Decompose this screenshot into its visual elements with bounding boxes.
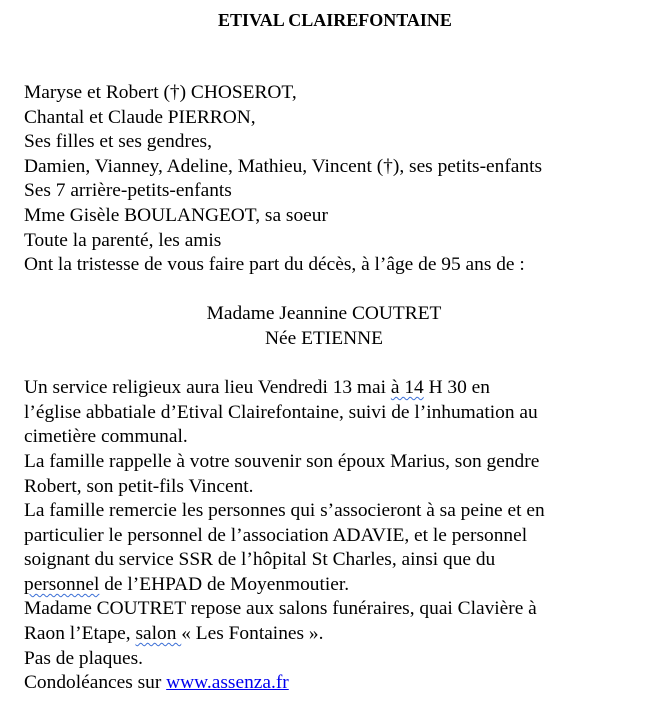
body-line: La famille rappelle à votre souvenir son époux Marius, son gendre — [24, 450, 540, 472]
condolences-link[interactable]: www.assenza.fr — [166, 672, 289, 694]
family-list — [24, 81, 664, 278]
body-line: particulier le personnel de l’association ADAVIE, et le personnel — [24, 524, 528, 546]
body-text: H 30 en — [423, 377, 490, 399]
obituary-document — [24, 8, 664, 696]
body-text: « Les Fontaines ». — [181, 623, 324, 645]
title-spacer — [24, 32, 664, 81]
body-line: Pas de plaques. — [24, 647, 144, 669]
body-line — [24, 622, 664, 647]
deceased-block — [24, 302, 664, 351]
body-line: La famille remercie les personnes qui s’associeront à sa peine et en — [24, 500, 545, 522]
body-line: Madame COUTRET repose aux salons funéraires, quai Clavière à — [24, 598, 537, 620]
spelling-flag-text: salon — [135, 623, 182, 645]
spelling-flag-text: à 14 — [390, 377, 424, 399]
announcement-line: Ont la tristesse de vous faire part du décès, à l’âge de 95 ans de : — [24, 254, 525, 276]
body-line — [24, 573, 664, 598]
blank-line — [24, 278, 664, 303]
service-details — [24, 376, 664, 696]
deceased-name: Madame Jeannine COUTRET — [206, 303, 442, 325]
family-line: Chantal et Claude PIERRON, — [24, 106, 256, 128]
document-title: ETIVAL CLAIREFONTAINE — [218, 10, 452, 30]
body-text: Condoléances sur — [24, 672, 167, 694]
spelling-flag-text: personnel — [24, 573, 100, 595]
body-line: soignant du service SSR de l’hôpital St Charles, ainsi que du — [24, 549, 496, 571]
family-line: Ses filles et ses gendres, — [24, 131, 212, 153]
body-line: cimetière communal. — [24, 426, 188, 448]
deceased-maiden-name: Née ETIENNE — [265, 327, 383, 349]
body-line: Robert, son petit-fils Vincent. — [24, 475, 254, 497]
body-line: l’église abbatiale d’Etival Clairefontaine, suivi de l’inhumation au — [24, 401, 538, 423]
body-text: Un service religieux aura lieu Vendredi 13 mai — [24, 377, 391, 399]
blank-line — [24, 352, 664, 377]
body-text: de l’EHPAD de Moyenmoutier. — [99, 573, 350, 595]
family-line: Damien, Vianney, Adeline, Mathieu, Vincent (†), ses petits-enfants — [24, 155, 543, 177]
family-line: Ses 7 arrière-petits-enfants — [24, 180, 232, 202]
family-line: Maryse et Robert (†) CHOSEROT, — [24, 82, 297, 103]
body-text: Raon l’Etape, — [24, 623, 136, 645]
body-line — [24, 376, 664, 401]
family-line: Toute la parenté, les amis — [24, 229, 222, 251]
body-line — [24, 671, 664, 696]
family-line: Mme Gisèle BOULANGEOT, sa soeur — [24, 204, 328, 226]
